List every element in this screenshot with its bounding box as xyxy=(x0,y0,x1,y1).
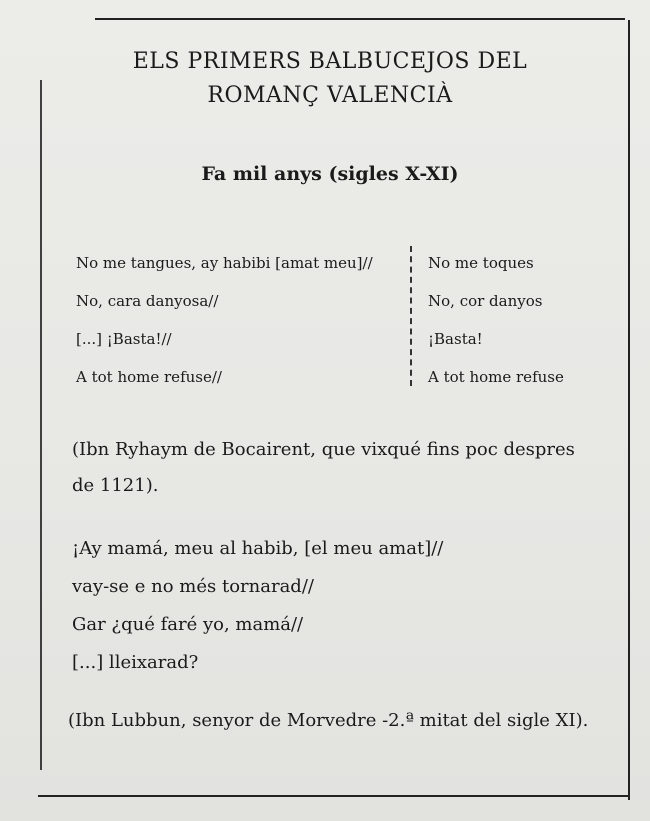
poem1-translation-line: ¡Basta! xyxy=(428,330,483,348)
poem1-original-column xyxy=(76,244,396,396)
poem1-translation-line: A tot home refuse xyxy=(428,368,564,386)
document-title xyxy=(60,45,600,113)
frame-line-left xyxy=(40,80,42,770)
poem1-original-line: A tot home refuse// xyxy=(76,368,222,386)
document-subtitle: Fa mil anys (sigles X-XI) xyxy=(201,163,459,185)
poem2-line: Gar ¿qué faré yo, mamá// xyxy=(72,614,304,635)
poem1-translation-line: No me toques xyxy=(428,254,534,272)
poem1-original-line: [...] ¡Basta!// xyxy=(76,330,172,348)
column-divider xyxy=(410,246,412,386)
attribution-note-2: (Ibn Lubbun, senyor de Morvedre -2.ª mitat del sigle XI). xyxy=(68,710,589,731)
poem1-translation-line: No, cor danyos xyxy=(428,292,543,310)
title-line-2: ROMANÇ VALENCIÀ xyxy=(207,83,453,108)
poem1-original-line: No, cara danyosa// xyxy=(76,292,219,310)
title-line-1: ELS PRIMERS BALBUCEJOS DEL xyxy=(132,49,528,74)
frame-line-bottom xyxy=(38,795,630,797)
poem2-line: vay-se e no més tornarad// xyxy=(72,576,314,597)
poem1-original-line: No me tangues, ay habibi [amat meu]// xyxy=(76,254,373,272)
poem2 xyxy=(72,530,592,682)
frame-line-right xyxy=(628,20,630,800)
attribution-note-1: (Ibn Ryhaym de Bocairent, que vixqué fins poc despres de 1121). xyxy=(72,439,575,496)
poem2-line: [...] lleixarad? xyxy=(72,652,199,673)
poem2-line: ¡Ay mamá, meu al habib, [el meu amat]// xyxy=(72,538,444,559)
poem1-translation-column xyxy=(428,244,618,396)
frame-line-top xyxy=(95,18,625,20)
